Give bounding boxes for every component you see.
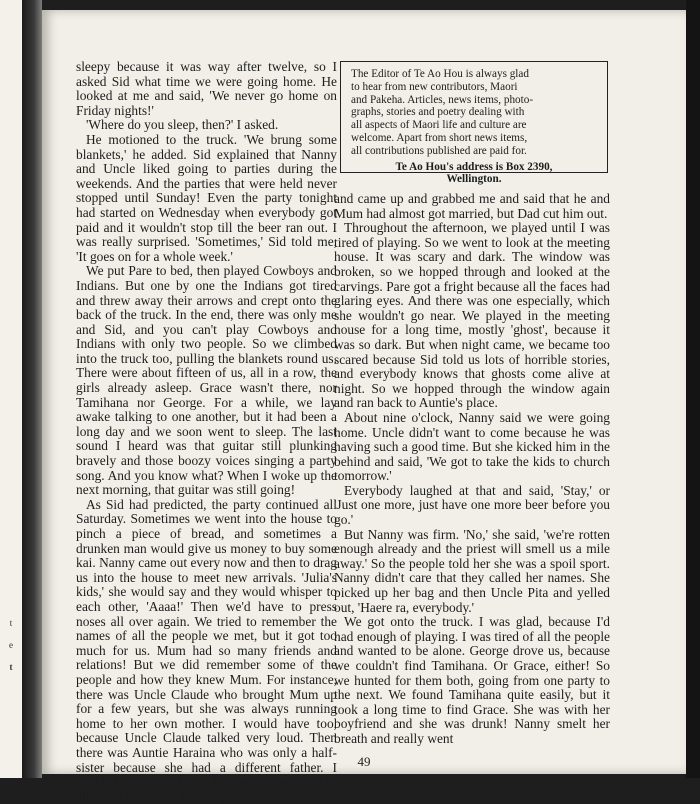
page-number: 49 [357,754,371,769]
edge-mark: e [9,640,13,650]
edge-mark: t [9,618,13,628]
notice-address-line: Wellington. [446,173,502,186]
paragraph: Everybody laughed at that and said, 'Stay,' or 'Just one more, just have one more beer before you go.' [334,482,610,528]
paragraph: But Nanny was firm. 'No,' she said, 'we're rotten enough already and the priest will smell us a mile away.' So the people told her she was a spoil sport. Nanny didn't care that they called her names. She picked up her bag and then Uncle Pita and yelled out, 'Haere ra, everybody.' [334,526,610,615]
notice-line: welcome. Apart from short news items, [351,131,528,144]
right-column [334,192,610,747]
magazine-page [42,10,686,804]
notice-address [351,161,597,187]
notice-line: all contributions published are paid for. [351,144,527,157]
paragraph: We got onto the truck. I was glad, because I'd had enough of playing. I was tired of all the people and wanted to be alone. George drove us, because we couldn't find Tamihana. Or Grace, either! So we hunted for them both, going from one party to the next. We found Tamihana quite easily, but it took a long time to find Grace. She was with her boyfriend and she was drunk! Nanny smelt her breath and really went [334,614,610,746]
edge-mark: t [9,662,13,672]
paragraph: We put Pare to bed, then played Cowboys and Indians. But one by one the Indians got tired and threw away their arrows and crept onto the back of the truck. In the end, there was only me and Sid, and you can't play Cowboys and Indians with only two people. So we climbed into the truck too, pulling the blankets round us. There were about fifteen of us, all in a row, the girls already asleep. Grace wasn't there, nor Tamihana nor George. For a while, we lay awake talking to one another, but it had been a long day and we soon went to sleep. The last sound I heard was that guitar still plunking bravely and those boozy voices singing a party song. And you know what? When I woke up the next morning, that guitar was still going! [76,263,337,498]
notice-line: to hear from new contributors, Maori [351,80,518,93]
notice-line: The Editor of Te Ao Hou is always glad [351,68,529,80]
notice-address-line: Te Ao Hou's address is Box 2390, [395,160,553,173]
scan-background [686,0,700,778]
paragraph: and came up and grabbed me and said that he and Mum had almost got married, but Dad cut him out. [334,191,610,221]
left-column [76,60,337,804]
notice-line: and Pakeha. Articles, news items, photo- [351,93,534,106]
paragraph: About nine o'clock, Nanny said we were going home. Uncle didn't want to come because he was having such a good time. But she kicked him in the behind and said, 'We got to take the kids to church tomorrow.' [334,409,610,484]
adjacent-page-edge [0,0,23,778]
editor-notice-box [340,61,608,186]
book-spine [22,0,42,778]
notice-line: all aspects of Maori life and culture are [351,119,527,132]
paragraph: Throughout the afternoon, we played until I was tired of playing. So we went to look at the meeting house. It was scary and dark. The window was broken, so we hopped through and looked at the carvings. Pare got a fright because all the faces had glaring eyes. And there was one especially, which she wouldn't go near. We played in the meeting house for a long time, mostly 'ghost', because it was so dark. But when night came, we became too scared because Sid told us lots of horrible stories, and everybody knows that ghosts come alive at night. So we hopped through the window again and ran back to Auntie's place. [334,220,610,411]
paragraph: 'Where do you sleep, then?' I asked. [86,117,279,133]
notice-line: graphs, stories and poetry dealing with [351,106,525,119]
paragraph: As Sid had predicted, the party continued all Saturday. Sometimes we went into the house to pinch a piece of bread, and sometimes a drunken man would give us money to buy some kai. Nanny came out every now and then to drag us into the house to meet new arrivals. 'Julia's kids,' she would say and they would whisper to each other, 'Aaaa!' Then we'd have to press noses all over again. We tried to remember the names of all the people we met, but it got too much for us. Mum had so many friends and relations! But we did remember some of the people and how they knew Mum. For instance, there was Uncle Claude who brought Mum up for a few years, but she was always running home to her own mother. I would have too, because Uncle Claude talked very loud. Then there was Auntie Haraina who was only a half-sister because she had a different father. I couldn't understand that. But most interesting of all was a man who was very boozed [76,496,337,804]
paragraph: He motioned to the truck. 'We brung some blankets,' he added. Sid explained that Nanny and Uncle liked going to parties during the weekends. And the parties that were held never stopped until Sunday! Even the party tonight had started on Wednesday when everybody got paid and it wouldn't stop till the beer ran out. I was really surprised. 'Sometimes,' Sid told me, 'It goes on for a whole week.' [76,131,337,264]
paragraph: sleepy because it was way after twelve, so I asked Sid what time we were going home. He looked at me and said, 'We never go home on Friday nights!' [76,59,337,118]
